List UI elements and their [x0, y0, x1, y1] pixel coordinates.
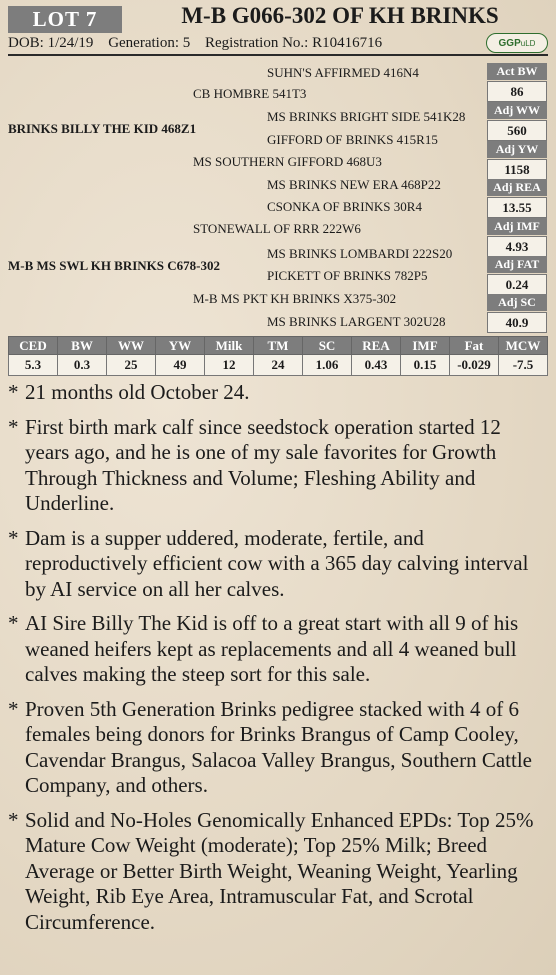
adj-yw-value: 1158 [487, 159, 547, 180]
adj-imf-label: Adj IMF [487, 218, 547, 235]
epd-header-yw: YW [156, 337, 205, 355]
note-item [8, 526, 548, 603]
registration-line [8, 35, 393, 52]
epd-header-fat: Fat [450, 337, 499, 355]
epd-value-mcw: -7.5 [499, 355, 548, 376]
note-text: Proven 5th Generation Brinks pedigree stacked with 4 of 6 females being donors for Brinks Brangus of Camp Cooley, Cavendar Brangus, Salacoa Valley Brangus, Southern Cattle Company, and others. [25, 696, 532, 797]
bullet-asterisk: * [8, 611, 19, 635]
note-item [8, 380, 548, 406]
epd-value-milk: 12 [205, 355, 254, 376]
epd-header-tm: TM [254, 337, 303, 355]
adj-sc-label: Adj SC [487, 294, 547, 311]
adj-sc-value: 40.9 [487, 312, 547, 333]
bullet-asterisk: * [8, 807, 19, 832]
pedigree-sd-sire: GIFFORD OF BRINKS 415R15 [267, 132, 438, 147]
epd-header-milk: Milk [205, 337, 254, 355]
adj-rea-value: 13.55 [487, 197, 547, 218]
note-text: 21 months old October 24. [25, 380, 250, 404]
pedigree-sire-sire: CB HOMBRE 541T3 [193, 86, 307, 101]
epd-value-tm: 24 [254, 355, 303, 376]
epd-value-ced: 5.3 [9, 355, 58, 376]
pedigree-ds-sire: CSONKA OF BRINKS 30R4 [267, 199, 422, 214]
epd-value-yw: 49 [156, 355, 205, 376]
adj-fat-value: 0.24 [487, 274, 547, 295]
note-text: First birth mark calf since seedstock operation started 12 years ago, and he is one of my sale favorites for Growth Through Thickness and Volume; Fleshing Ability and Underline. [25, 414, 501, 515]
epd-value-sc: 1.06 [303, 355, 352, 376]
note-text: Dam is a supper uddered, moderate, fertile, and reproductively efficient cow with a 365 day calving interval by AI service on all her calves. [25, 525, 529, 601]
adj-fat-label: Adj FAT [487, 256, 547, 273]
registration-text: Registration No.: R10416716 [205, 35, 383, 51]
pedigree-ds-dam: MS BRINKS LOMBARDI 222S20 [267, 246, 453, 261]
notes-list [8, 380, 548, 944]
note-text: Solid and No-Holes Genomically Enhanced EPDs: Top 25% Mature Cow Weight (moderate); Top 25% Milk; Breed Average or Better Birth Weight, Weaning Weight, Yearling Weight, Rib Eye Area, Intramuscular Fat, and Scrotal Circumference. [25, 807, 534, 934]
bullet-asterisk: * [8, 696, 19, 721]
epd-value-row [9, 355, 548, 376]
bullet-asterisk: * [8, 525, 19, 550]
note-item [8, 808, 548, 936]
act-bw-value: 86 [487, 81, 547, 102]
bullet-asterisk: * [8, 380, 19, 404]
pedigree-sire-dam: MS SOUTHERN GIFFORD 468U3 [193, 154, 382, 169]
epd-header-ww: WW [107, 337, 156, 355]
header-divider [8, 54, 548, 56]
epd-table [8, 336, 548, 376]
adj-yw-label: Adj YW [487, 141, 547, 158]
epd-value-bw: 0.3 [58, 355, 107, 376]
lot-badge: LOT 7 [8, 6, 122, 33]
epd-value-imf: 0.15 [401, 355, 450, 376]
generation-text: Generation: 5 [108, 35, 191, 51]
ggp-logo [486, 33, 548, 53]
pedigree-sd-dam: MS BRINKS NEW ERA 468P22 [267, 177, 441, 192]
pedigree-dam-dam: M-B MS PKT KH BRINKS X375-302 [193, 291, 397, 306]
epd-header-bw: BW [58, 337, 107, 355]
dob-text: DOB: 1/24/19 [8, 35, 94, 51]
adj-ww-value: 560 [487, 120, 547, 141]
epd-header-rea: REA [352, 337, 401, 355]
adj-rea-label: Adj REA [487, 179, 547, 196]
ggp-logo-text: GGP [498, 37, 521, 49]
epd-header-ced: CED [9, 337, 58, 355]
pedigree-sire: BRINKS BILLY THE KID 468Z1 [8, 121, 197, 136]
adj-imf-value: 4.93 [487, 236, 547, 257]
pedigree-ss-sire: SUHN'S AFFIRMED 416N4 [267, 65, 419, 80]
adj-ww-label: Adj WW [487, 102, 547, 119]
pedigree-dd-sire: PICKETT OF BRINKS 782P5 [267, 268, 428, 283]
epd-header-row [9, 337, 548, 355]
pedigree-ss-dam: MS BRINKS BRIGHT SIDE 541K28 [267, 109, 466, 124]
epd-value-fat: -0.029 [450, 355, 499, 376]
note-item [8, 697, 548, 799]
act-bw-label: Act BW [487, 63, 547, 80]
epd-value-ww: 25 [107, 355, 156, 376]
bullet-asterisk: * [8, 414, 19, 439]
ggp-logo-sub: uLD [520, 38, 536, 48]
note-item [8, 611, 548, 688]
note-item [8, 415, 548, 517]
epd-header-mcw: MCW [499, 337, 548, 355]
epd-value-rea: 0.43 [352, 355, 401, 376]
note-text: AI Sire Billy The Kid is off to a great start with all 9 of his weaned heifers kept as replacements and all 4 weaned bull calves making the steep sort for this sale. [25, 611, 519, 686]
epd-header-sc: SC [303, 337, 352, 355]
animal-title: M-B G066-302 OF KH BRINKS [181, 3, 499, 28]
epd-header-imf: IMF [401, 337, 450, 355]
pedigree-dd-dam: MS BRINKS LARGENT 302U28 [267, 314, 446, 329]
pedigree-dam: M-B MS SWL KH BRINKS C678-302 [8, 258, 220, 273]
pedigree-dam-sire: STONEWALL OF RRR 222W6 [193, 221, 361, 236]
